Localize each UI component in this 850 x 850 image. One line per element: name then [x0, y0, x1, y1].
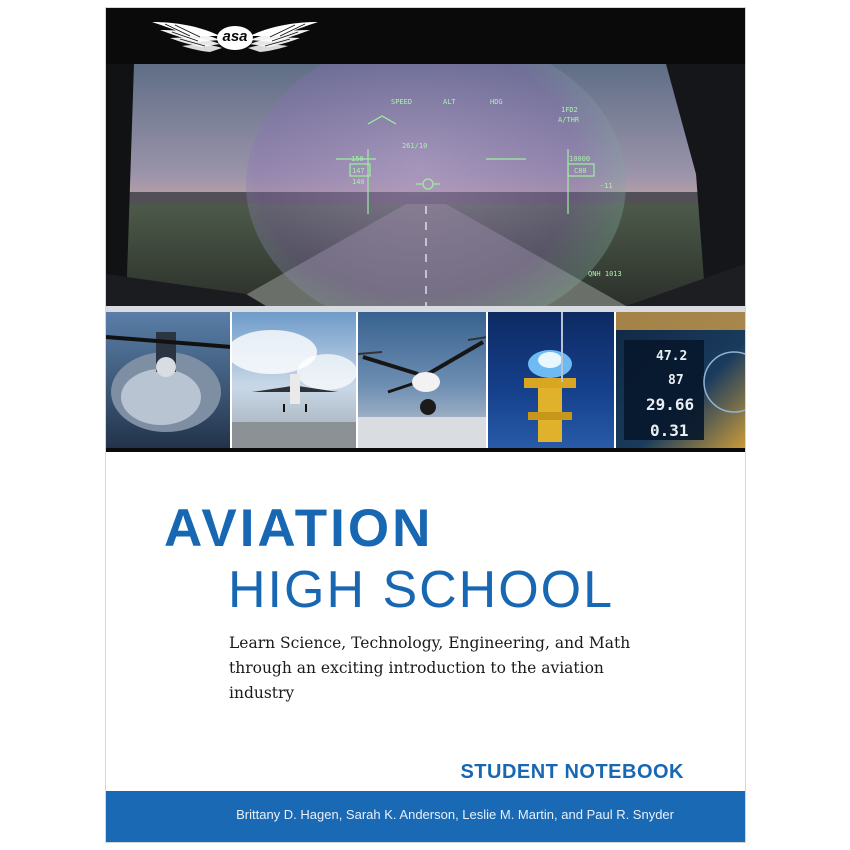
- thumb-drone: [358, 312, 488, 448]
- hud-athr-label: A/THR: [558, 116, 580, 124]
- readout-2: 87: [668, 373, 684, 388]
- hud-speed-label: SPEED: [391, 98, 413, 106]
- thumb-helicopter: [106, 312, 232, 448]
- book-cover: [106, 8, 745, 842]
- readout-1: 47.2: [656, 349, 688, 364]
- hud-speed-value: 150: [351, 155, 364, 163]
- hud-speed-low: 140: [352, 178, 365, 186]
- hud-qnh: QNH 1013: [588, 270, 622, 278]
- jet-image: [232, 312, 358, 448]
- subtitle: Learn Science, Technology, Engineering, and Math through an exciting introduction to the aviation industry: [229, 634, 631, 702]
- title-line-2: HIGH SCHOOL: [228, 561, 615, 619]
- hud-alt-value: 10000: [569, 155, 591, 163]
- beacon-image: [488, 312, 616, 448]
- authors: Brittany D. Hagen, Sarah K. Anderson, Leslie M. Martin, and Paul R. Snyder: [236, 807, 674, 822]
- hud-hdg-label: HDG: [490, 98, 503, 106]
- thumb-runway-beacon: [488, 312, 616, 448]
- hud-speed-box: 147: [352, 167, 365, 175]
- hud-fd-label: 1FD2: [561, 106, 578, 114]
- publisher-logo: [150, 18, 320, 58]
- author-bar: [106, 791, 745, 842]
- top-bar: [106, 8, 745, 64]
- readout-4: 0.31: [650, 421, 689, 440]
- hud-alt-label: ALT: [443, 98, 456, 106]
- hud-vs: -11: [600, 182, 613, 190]
- drone-image: [358, 312, 488, 448]
- helicopter-image: [106, 312, 232, 448]
- photo-strip: [106, 312, 745, 448]
- publisher-logo-text: asa: [222, 28, 248, 45]
- title-line-1: AVIATION: [164, 499, 434, 558]
- hero-cockpit-image: [106, 64, 745, 306]
- photo-strip-bottom-rule: [106, 448, 745, 452]
- hud-track: 261/10: [402, 142, 428, 150]
- readout-3: 29.66: [646, 395, 695, 414]
- thumb-business-jet: [232, 312, 358, 448]
- thumb-instrument-display: [616, 312, 745, 448]
- edition-label: STUDENT NOTEBOOK: [460, 761, 684, 783]
- hud-alt-box: C80: [574, 167, 587, 175]
- instrument-image: [616, 312, 745, 448]
